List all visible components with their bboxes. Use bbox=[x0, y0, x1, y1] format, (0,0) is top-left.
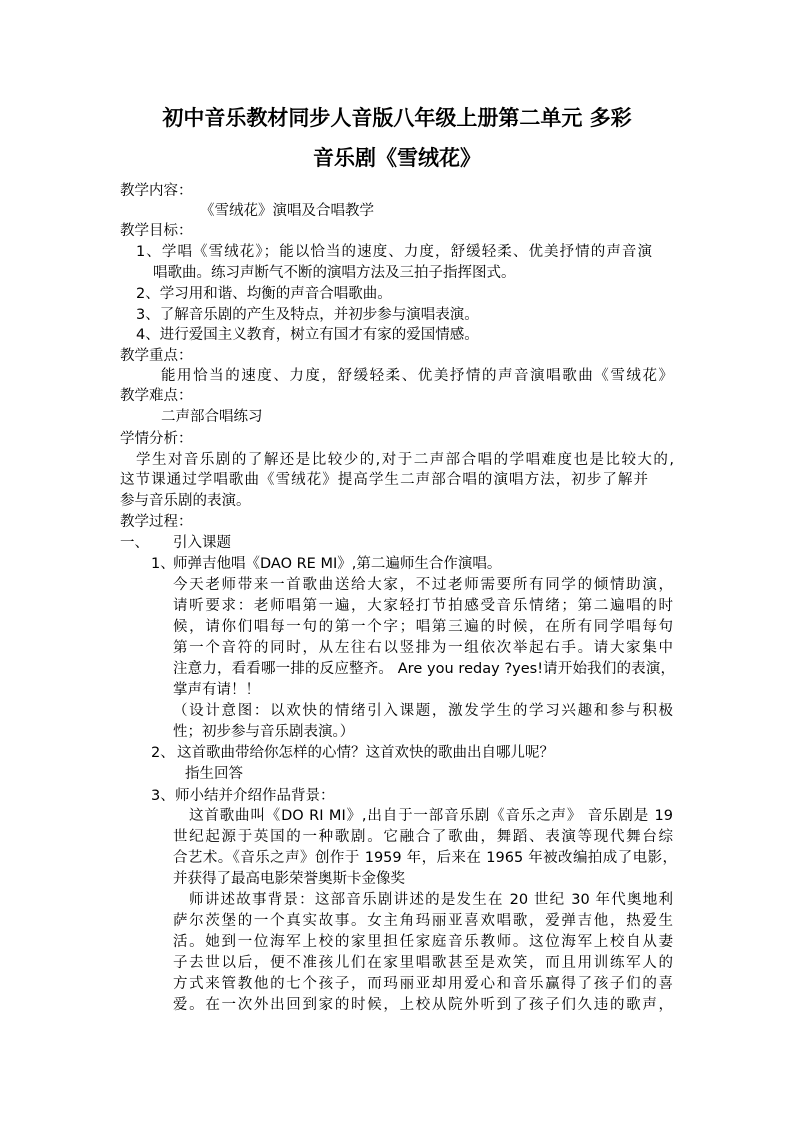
step-2-number: 2、 bbox=[151, 745, 175, 761]
difficulty-text: 二声部合唱练习 bbox=[161, 409, 263, 425]
step-1-paragraph-line-4: 第一个音符的同时，从左往右以竖排为一组依次举起右手。请大家集中 bbox=[173, 640, 673, 656]
step-1-paragraph-line-2: 请听要求：老师唱第一遍，大家轻打节拍感受音乐情绪；第二遍唱的时 bbox=[173, 598, 673, 614]
background-paragraph-line-3: 合艺术。《音乐之声》创作于 1959 年，后来在 1965 年被改编拍成了电影， bbox=[173, 850, 677, 866]
step-1-paragraph-line-5: 注意力，看看哪一排的反应整齐。 Are you reday ?yes!请开始我们的表演， bbox=[173, 661, 675, 677]
document-title-line-2: 音乐剧《雪绒花》 bbox=[313, 145, 481, 170]
key-point-heading: 教学重点： bbox=[120, 348, 193, 364]
goals-heading: 教学目标： bbox=[120, 223, 193, 239]
background-paragraph-line-4: 并获得了最高电影荣誉奥斯卡金像奖 bbox=[173, 871, 405, 887]
process-heading: 教学过程： bbox=[120, 514, 193, 530]
section-1-number: 一、 bbox=[120, 535, 149, 551]
analysis-line-2: 这节课通过学唱歌曲《雪绒花》提高学生二声部合唱的演唱方法，初步了解并 bbox=[120, 472, 648, 488]
step-1-paragraph-line-6: 掌声有请！！ bbox=[173, 682, 260, 698]
goal-1-line-2: 唱歌曲。练习声断气不断的演唱方法及三拍子指挥图式。 bbox=[153, 265, 516, 281]
story-paragraph-line-6: 爱。在一次外出回到家的时候，上校从院外听到了孩子们久违的歌声， bbox=[173, 997, 673, 1013]
step-3-number: 3、 bbox=[151, 788, 175, 804]
step-1-title: 师弹吉他唱《DAO RE MI》,第二遍师生合作演唱。 bbox=[173, 556, 502, 572]
background-paragraph-line-2: 世纪起源于英国的一种歌剧。它融合了歌曲，舞蹈、表演等现代舞台综 bbox=[173, 829, 673, 845]
goal-4: 4、进行爱国主义教育，树立有国才有家的爱国情感。 bbox=[136, 327, 479, 343]
story-paragraph-line-2: 萨尔茨堡的一个真实故事。女主角玛丽亚喜欢唱歌，爱弹吉他，热爱生 bbox=[173, 913, 673, 929]
story-paragraph-line-1: 师讲述故事背景：这部音乐剧讲述的是发生在 20 世纪 30 年代奥地利 bbox=[189, 892, 673, 908]
content-heading: 教学内容： bbox=[120, 183, 193, 199]
step-2-answer: 指生回答 bbox=[185, 766, 243, 782]
analysis-heading: 学情分析： bbox=[120, 431, 193, 447]
goal-2: 2、学习用和谐、均衡的声音合唱歌曲。 bbox=[136, 286, 392, 302]
step-2-title: 这首歌曲带给你怎样的心情？这首欢快的歌曲出自哪儿呢？ bbox=[177, 745, 554, 761]
story-paragraph-line-4: 子去世以后，便不准孩儿们在家里唱歌甚至是欢笑，而且用训练军人的 bbox=[173, 955, 673, 971]
design-intent-line-2: 性；初步参与音乐剧表演。） bbox=[173, 724, 355, 740]
goal-1-line-1: 1、学唱《雪绒花》；能以恰当的速度、力度，舒缓轻柔、优美抒情的声音演 bbox=[136, 244, 652, 260]
section-1-title: 引入课题 bbox=[173, 535, 231, 551]
analysis-line-3: 参与音乐剧的表演。 bbox=[120, 493, 251, 509]
document-title-line-1: 初中音乐教材同步人音版八年级上册第二单元 多彩 bbox=[162, 105, 632, 130]
step-3-title: 师小结并介绍作品背景： bbox=[175, 788, 335, 804]
step-1-number: 1、 bbox=[151, 556, 175, 572]
goal-3: 3、了解音乐剧的产生及特点，并初步参与演唱表演。 bbox=[136, 307, 479, 323]
step-1-paragraph-line-3: 候，请你们唱每一句的第一个字；唱第三遍的时候，在所有同学唱每句 bbox=[173, 619, 673, 635]
step-1-paragraph-line-1: 今天老师带来一首歌曲送给大家，不过老师需要所有同学的倾情助演， bbox=[173, 577, 673, 593]
difficulty-heading: 教学难点： bbox=[120, 388, 193, 404]
story-paragraph-line-3: 活。她到一位海军上校的家里担任家庭音乐教师。这位海军上校自从妻 bbox=[173, 934, 673, 950]
design-intent-line-1: （设计意图：以欢快的情绪引入课题，激发学生的学习兴趣和参与积极 bbox=[173, 703, 673, 719]
story-paragraph-line-5: 方式来管教他的七个孩子，而玛丽亚却用爱心和音乐赢得了孩子们的喜 bbox=[173, 976, 673, 992]
analysis-line-1: 学生对音乐剧的了解还是比较少的,对于二声部合唱的学唱难度也是比较大的, bbox=[136, 452, 674, 468]
content-text: 《雪绒花》演唱及合唱教学 bbox=[200, 203, 374, 219]
background-paragraph-line-1: 这首歌曲叫《DO RI MI》,出自于一部音乐剧《音乐之声》 音乐剧是 19 bbox=[189, 808, 673, 824]
key-point-text: 能用恰当的速度、力度，舒缓轻柔、优美抒情的声音演唱歌曲《雪绒花》 bbox=[161, 368, 673, 384]
